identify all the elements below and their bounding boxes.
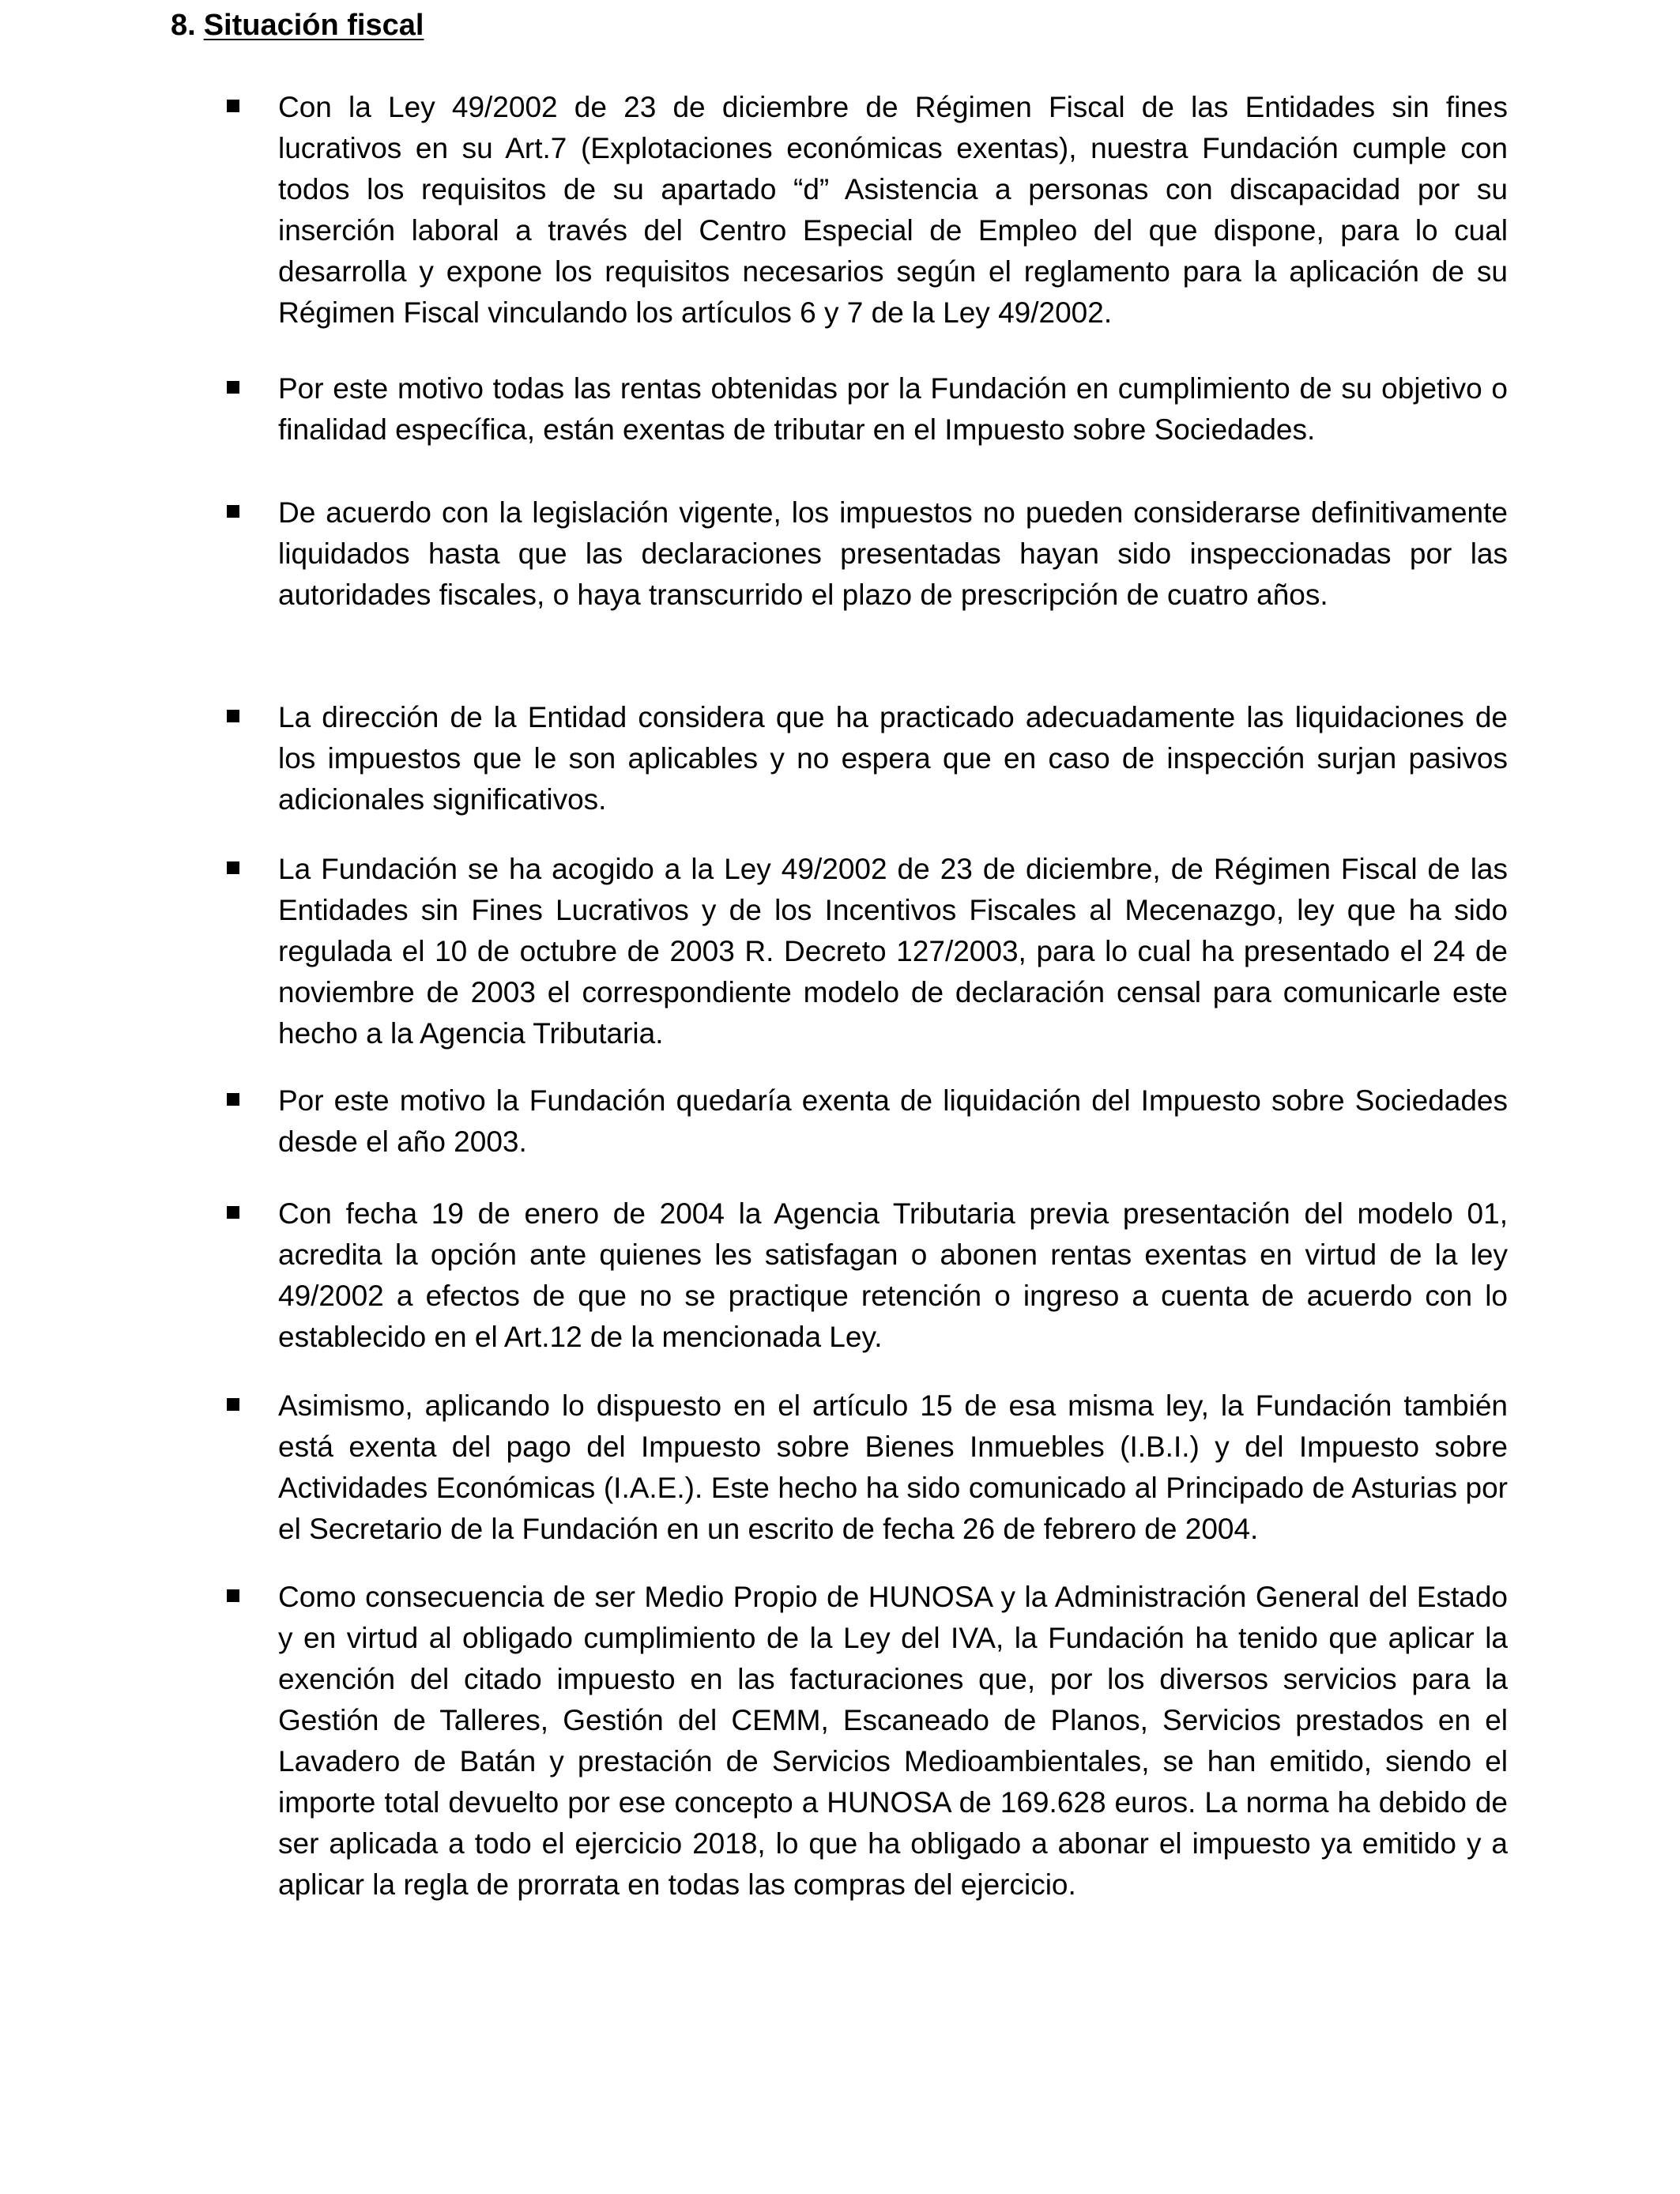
square-bullet-icon	[227, 710, 239, 722]
square-bullet-icon	[227, 505, 239, 518]
section-title: Situación fiscal	[203, 9, 424, 42]
paragraph-text: La dirección de la Entidad considera que ha practicado adecuadamente las liquidaciones de los impuestos que le son aplicables y no espera que en caso de inspección surjan pasivos adicionales significativos.	[278, 701, 1508, 816]
square-bullet-icon	[227, 1589, 239, 1602]
square-bullet-icon	[227, 1093, 239, 1106]
square-bullet-icon	[227, 1398, 239, 1411]
paragraph-text: Por este motivo la Fundación quedaría exenta de liquidación del Impuesto sobre Sociedades desde el año 2003.	[278, 1084, 1508, 1158]
square-bullet-icon	[227, 861, 239, 874]
paragraph-text: Con fecha 19 de enero de 2004 la Agencia Tributaria previa presentación del modelo 01, acredita la opción ante quienes les satisfagan o abonen rentas exentas en virtud de la ley 49/2002 a efectos de que no se practique retención o ingreso a cuenta de acuerdo con lo establecido en el Art.12 de la mencionada Ley.	[278, 1197, 1508, 1353]
section-heading	[171, 5, 424, 46]
paragraph-text: Asimismo, aplicando lo dispuesto en el artículo 15 de esa misma ley, la Fundación también está exenta del pago del Impuesto sobre Bienes Inmuebles (I.B.I.) y del Impuesto sobre Actividades Económicas (I.A.E.). Este hecho ha sido comunicado al Principado de Asturias por el Secretario de la Fundación en un escrito de fecha 26 de febrero de 2004.	[278, 1389, 1508, 1545]
paragraph-text: Como consecuencia de ser Medio Propio de HUNOSA y la Administración General del Estado y en virtud al obligado cumplimiento de la Ley del IVA, la Fundación ha tenido que aplicar la exención del citado impuesto en las facturaciones que, por los diversos servicios para la Gestión de Talleres, Gestión del CEMM, Escaneado de Planos, Servicios prestados en el Lavadero de Batán y prestación de Servicios Medioambientales, se han emitido, siendo el importe total devuelto por ese concepto a HUNOSA de 169.628 euros. La norma ha debido de ser aplicada a todo el ejercicio 2018, lo que ha obligado a abonar el impuesto ya emitido y a aplicar la regla de prorrata en todas las compras del ejercicio.	[278, 1581, 1508, 1901]
paragraph-text: Por este motivo todas las rentas obtenidas por la Fundación en cumplimiento de su objetivo o finalidad específica, están exentas de tributar en el Impuesto sobre Sociedades.	[278, 372, 1508, 446]
section-number: 8.	[171, 9, 196, 42]
paragraph-text: Con la Ley 49/2002 de 23 de diciembre de Régimen Fiscal de las Entidades sin fines lucrativos en su Art.7 (Explotaciones económicas exentas), nuestra Fundación cumple con todos los requisitos de su apartado “d” Asistencia a personas con discapacidad por su inserción laboral a través del Centro Especial de Empleo del que dispone, para lo cual desarrolla y expone los requisitos necesarios según el reglamento para la aplicación de su Régimen Fiscal vinculando los artículos 6 y 7 de la Ley 49/2002.	[278, 91, 1508, 329]
paragraph-text: La Fundación se ha acogido a la Ley 49/2002 de 23 de diciembre, de Régimen Fiscal de las Entidades sin Fines Lucrativos y de los Incentivos Fiscales al Mecenazgo, ley que ha sido regulada el 10 de octubre de 2003 R. Decreto 127/2003, para lo cual ha presentado el 24 de noviembre de 2003 el correspondiente modelo de declaración censal para comunicarle este hecho a la Agencia Tributaria.	[278, 853, 1508, 1050]
square-bullet-icon	[227, 100, 239, 112]
square-bullet-icon	[227, 381, 239, 394]
paragraph-text: De acuerdo con la legislación vigente, los impuestos no pueden considerarse definitivamente liquidados hasta que las declaraciones presentadas hayan sido inspeccionadas por las autoridades fiscales, o haya transcurrido el plazo de prescripción de cuatro años.	[278, 496, 1508, 611]
square-bullet-icon	[227, 1206, 239, 1219]
